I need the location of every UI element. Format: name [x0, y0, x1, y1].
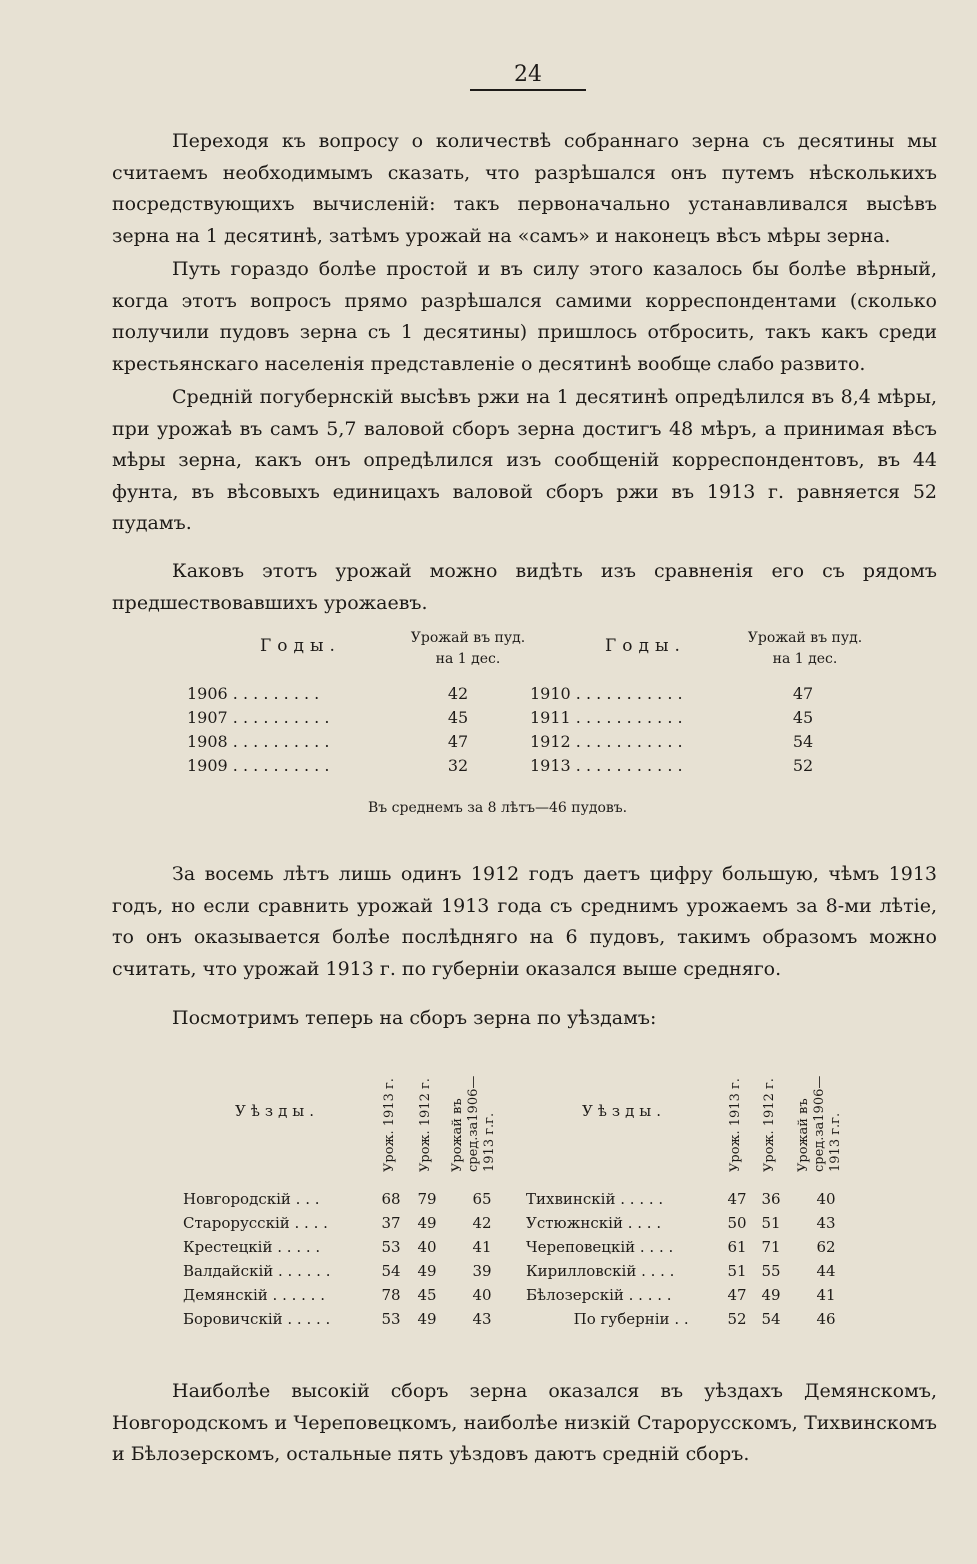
- header-avg-right-3: 1913 г.г.: [828, 1112, 843, 1172]
- paragraph-3: Среднiй погубернскій высѣвъ ржи на 1 десятинѣ опредѣлился въ 8,4 мѣры, при урожаѣ въ самъ 5,7 валовой сборъ зерна достигъ 48 мѣръ, а принимая вѣсъ мѣры зерна, какъ онъ опредѣлился изъ сообщеній корреспондентовъ, въ 44 фунта, въ вѣсовыхъ единицахъ валовой сборъ ржи въ 1913 г. равняется 52 пудамъ.: [112, 386, 937, 534]
- year-label: 1910 . . . . . . . . . . .: [530, 684, 683, 703]
- value-1913: 53: [381, 1238, 401, 1256]
- yield-header-left: Урожай въ пуд. на 1 дес.: [410, 630, 526, 667]
- district-name: Устюжнскій . . . .: [526, 1214, 662, 1232]
- header-avg-right-2: сред.за1906—: [812, 1075, 827, 1172]
- value-1912: 79: [417, 1190, 437, 1208]
- value-avg: 40: [816, 1190, 836, 1208]
- value-avg: 43: [472, 1310, 492, 1328]
- value-1912: 49: [761, 1286, 781, 1304]
- header-avg-right-1: Урожай въ: [796, 1098, 811, 1172]
- page-number: 24: [470, 62, 586, 91]
- value-1912: 45: [417, 1286, 437, 1304]
- value-1912: 49: [417, 1310, 437, 1328]
- district-name: Валдайскій . . . . . .: [183, 1262, 331, 1280]
- year-value: 54: [792, 732, 814, 751]
- district-name: Тихвинскій . . . . .: [526, 1190, 664, 1208]
- header-avg-left-1: Урожай въ: [450, 1098, 465, 1172]
- years-summary: Въ среднемъ за 8 лѣтъ—46 пудовъ.: [368, 800, 628, 816]
- value-avg: 46: [816, 1310, 836, 1328]
- value-1913: 68: [381, 1190, 401, 1208]
- paragraph-6: Посмотримъ теперь на сборъ зерна по уѣздамъ:: [172, 1007, 657, 1029]
- year-value: 52: [792, 756, 814, 775]
- value-1913: 50: [727, 1214, 747, 1232]
- district-name: Старорусскій . . . .: [183, 1214, 328, 1232]
- district-name: Череповецкій . . . .: [526, 1238, 674, 1256]
- header-avg-left-3: 1913 г.г.: [482, 1112, 497, 1172]
- years-header-left: Годы.: [260, 636, 341, 656]
- value-1913: 51: [727, 1262, 747, 1280]
- year-label: 1911 . . . . . . . . . . .: [530, 708, 683, 727]
- year-label: 1909 . . . . . . . . . .: [187, 756, 330, 775]
- value-avg: 41: [816, 1286, 836, 1304]
- header-1912-right: Урож. 1912 г.: [762, 1078, 777, 1172]
- year-label: 1908 . . . . . . . . . .: [187, 732, 330, 751]
- year-label: 1912 . . . . . . . . . . .: [530, 732, 683, 751]
- paragraph-4: Каковъ этотъ урожай можно видѣть изъ сравненія его съ рядомъ предшествовавшихъ урожаевъ.: [112, 560, 937, 614]
- year-label: 1913 . . . . . . . . . . .: [530, 756, 683, 775]
- value-1912: 71: [761, 1238, 781, 1256]
- district-name: По губерніи . .: [526, 1310, 689, 1328]
- header-1912-left: Урож. 1912 г.: [418, 1078, 433, 1172]
- year-value: 47: [447, 732, 469, 751]
- value-1913: 54: [381, 1262, 401, 1280]
- value-avg: 39: [472, 1262, 492, 1280]
- value-avg: 43: [816, 1214, 836, 1232]
- value-1912: 49: [417, 1214, 437, 1232]
- paragraph-2: Путь гораздо болѣе простой и въ силу этого казалось бы болѣе вѣрный, когда этотъ вопросъ прямо разрѣшался самими корреспондентами (сколько получили пудовъ зерна съ 1 десятины) пришлось отбросить, такъ какъ среди крестьянскаго населенія представленіе о десятинѣ вообще слабо развито.: [112, 258, 937, 375]
- value-1912: 54: [761, 1310, 781, 1328]
- value-avg: 42: [472, 1214, 492, 1232]
- value-1912: 40: [417, 1238, 437, 1256]
- value-1913: 52: [727, 1310, 747, 1328]
- value-1913: 47: [727, 1190, 747, 1208]
- value-avg: 65: [472, 1190, 492, 1208]
- year-value: 45: [447, 708, 469, 727]
- district-name: Новгородскій . . .: [183, 1190, 320, 1208]
- value-avg: 41: [472, 1238, 492, 1256]
- district-name: Демянскій . . . . . .: [183, 1286, 325, 1304]
- year-label: 1907 . . . . . . . . . .: [187, 708, 330, 727]
- value-1913: 47: [727, 1286, 747, 1304]
- district-name: Бѣлозерскій . . . . .: [526, 1286, 672, 1304]
- value-1913: 37: [381, 1214, 401, 1232]
- value-1912: 36: [761, 1190, 781, 1208]
- value-avg: 62: [816, 1238, 836, 1256]
- year-label: 1906 . . . . . . . . .: [187, 684, 320, 703]
- paragraph-1: Переходя къ вопросу о количествѣ собраннаго зерна съ десятины мы считаемъ необходимымъ сказать, что разрѣшался онъ путемъ нѣсколькихъ посредствующихъ вычисленій: такъ первоначально устанавливался высѣвъ зерна на 1 десятинѣ, затѣмъ урожай на «самъ» и наконецъ вѣсъ мѣры зерна.: [112, 130, 937, 247]
- year-value: 47: [792, 684, 814, 703]
- district-yield-table: [180, 1050, 880, 1340]
- value-1912: 51: [761, 1214, 781, 1232]
- value-1912: 49: [417, 1262, 437, 1280]
- header-1913-left: Урож. 1913 г.: [382, 1078, 397, 1172]
- year-value: 42: [447, 684, 469, 703]
- yield-header-right: Урожай въ пуд. на 1 дес.: [747, 630, 863, 667]
- year-value: 32: [447, 756, 469, 775]
- value-1913: 53: [381, 1310, 401, 1328]
- paragraph-7: Наиболѣе высокій сборъ зерна оказался въ уѣздахъ Демянскомъ, Новгородскомъ и Череповецкомъ, наиболѣе низкій Старорусскомъ, Тихвинскомъ и Бѣлозерскомъ, остальные пять уѣздовъ даютъ средній сборъ.: [112, 1380, 937, 1465]
- value-avg: 40: [472, 1286, 492, 1304]
- value-1912: 55: [761, 1262, 781, 1280]
- district-header-right: Уѣзды.: [582, 1102, 667, 1120]
- district-name: Крестецкій . . . . .: [183, 1238, 321, 1256]
- years-header-right: Годы.: [605, 636, 686, 656]
- year-value: 45: [792, 708, 814, 727]
- years-yield-table: [180, 620, 880, 820]
- header-avg-left-2: сред.за1906—: [466, 1075, 481, 1172]
- header-1913-right: Урож. 1913 г.: [728, 1078, 743, 1172]
- value-avg: 44: [816, 1262, 836, 1280]
- value-1913: 78: [381, 1286, 401, 1304]
- value-1913: 61: [727, 1238, 747, 1256]
- district-name: Боровичскій . . . . .: [183, 1310, 331, 1328]
- district-name: Кирилловскій . . . .: [526, 1262, 675, 1280]
- district-header-left: Уѣзды.: [235, 1102, 320, 1120]
- paragraph-5: За восемь лѣтъ лишь одинъ 1912 годъ даетъ цифру большую, чѣмъ 1913 годъ, но если сравнить урожай 1913 года съ среднимъ урожаемъ за 8-ми лѣтіе, то онъ оказывается болѣе послѣдняго на 6 пудовъ, такимъ образомъ можно считать, что урожай 1913 г. по губерніи оказался выше средняго.: [112, 863, 937, 980]
